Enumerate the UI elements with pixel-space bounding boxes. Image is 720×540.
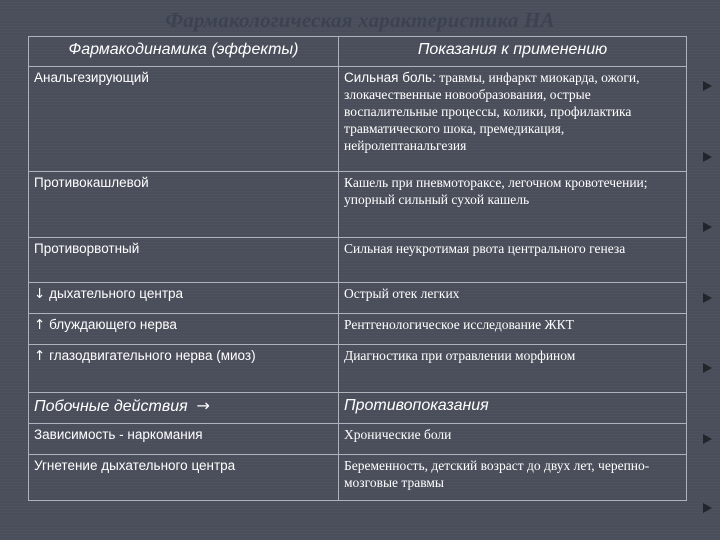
effect-cell [29,283,339,314]
table-row [29,424,687,455]
table-row [29,314,687,345]
header-indications: Показания к применению [339,37,687,67]
effect-text: дыхательного центра [45,286,184,301]
table-row [29,345,687,393]
indication-cell: Диагностика при отравлении морфином [339,345,687,393]
indication-cell: Рентгенологическое исследование ЖКТ [339,314,687,345]
bullet-icon [703,152,712,162]
side-effect-cell: Угнетение дыхательного центра [29,455,339,501]
table-row [29,455,687,501]
table-row [29,283,687,314]
arrow-up-icon: ↑ [34,317,46,333]
arrow-right-icon: → [196,396,210,415]
header-pharmacodynamics: Фармакодинамика (эффекты) [29,37,339,67]
side-effect-cell: Зависимость - наркомания [29,424,339,455]
header-row-2 [29,393,687,424]
arrow-down-icon: ↓ [34,286,46,302]
bullet-icon [703,434,712,444]
contraindication-cell: Хронические боли [339,424,687,455]
bullet-icon [703,503,712,513]
table-row [29,172,687,238]
table-row [29,67,687,172]
slide-title: Фармакологическая характеристика НА [165,8,555,32]
header-side-effects [29,393,339,424]
effect-cell [29,314,339,345]
indication-cell: Острый отек легких [339,283,687,314]
effect-cell: Противорвотный [29,238,339,283]
header-contraindications: Противопоказания [339,393,687,424]
indication-text: травмы, инфаркт миокарда, ожоги, злокачественные новообразования, острые воспалительные процессы, колики, профилактика травматического шока, премедикация, нейролептанальгезия [344,70,640,153]
header-row [29,37,687,67]
bullet-icon [703,81,712,91]
effect-text: блуждающего нерва [45,317,177,332]
indication-cell: Кашель при пневмотораксе, легочном кровотечении; упорный сильный сухой кашель [339,172,687,238]
indication-bold: Сильная боль: [344,70,436,85]
side-effects-label: Побочные действия [34,398,188,415]
pharmacology-table [28,36,687,501]
indication-cell [339,67,687,172]
bullet-icon [703,222,712,232]
effect-cell [29,345,339,393]
effect-cell: Противокашлевой [29,172,339,238]
effect-text: глазодвигательного нерва (миоз) [45,348,256,363]
indication-cell: Сильная неукротимая рвота центрального генеза [339,238,687,283]
effect-cell: Анальгезирующий [29,67,339,172]
table-row [29,238,687,283]
arrow-up-icon: ↑ [34,348,46,364]
bullet-icon [703,293,712,303]
bullet-icon [703,363,712,373]
contraindication-cell: Беременность, детский возраст до двух лет, черепно-мозговые травмы [339,455,687,501]
